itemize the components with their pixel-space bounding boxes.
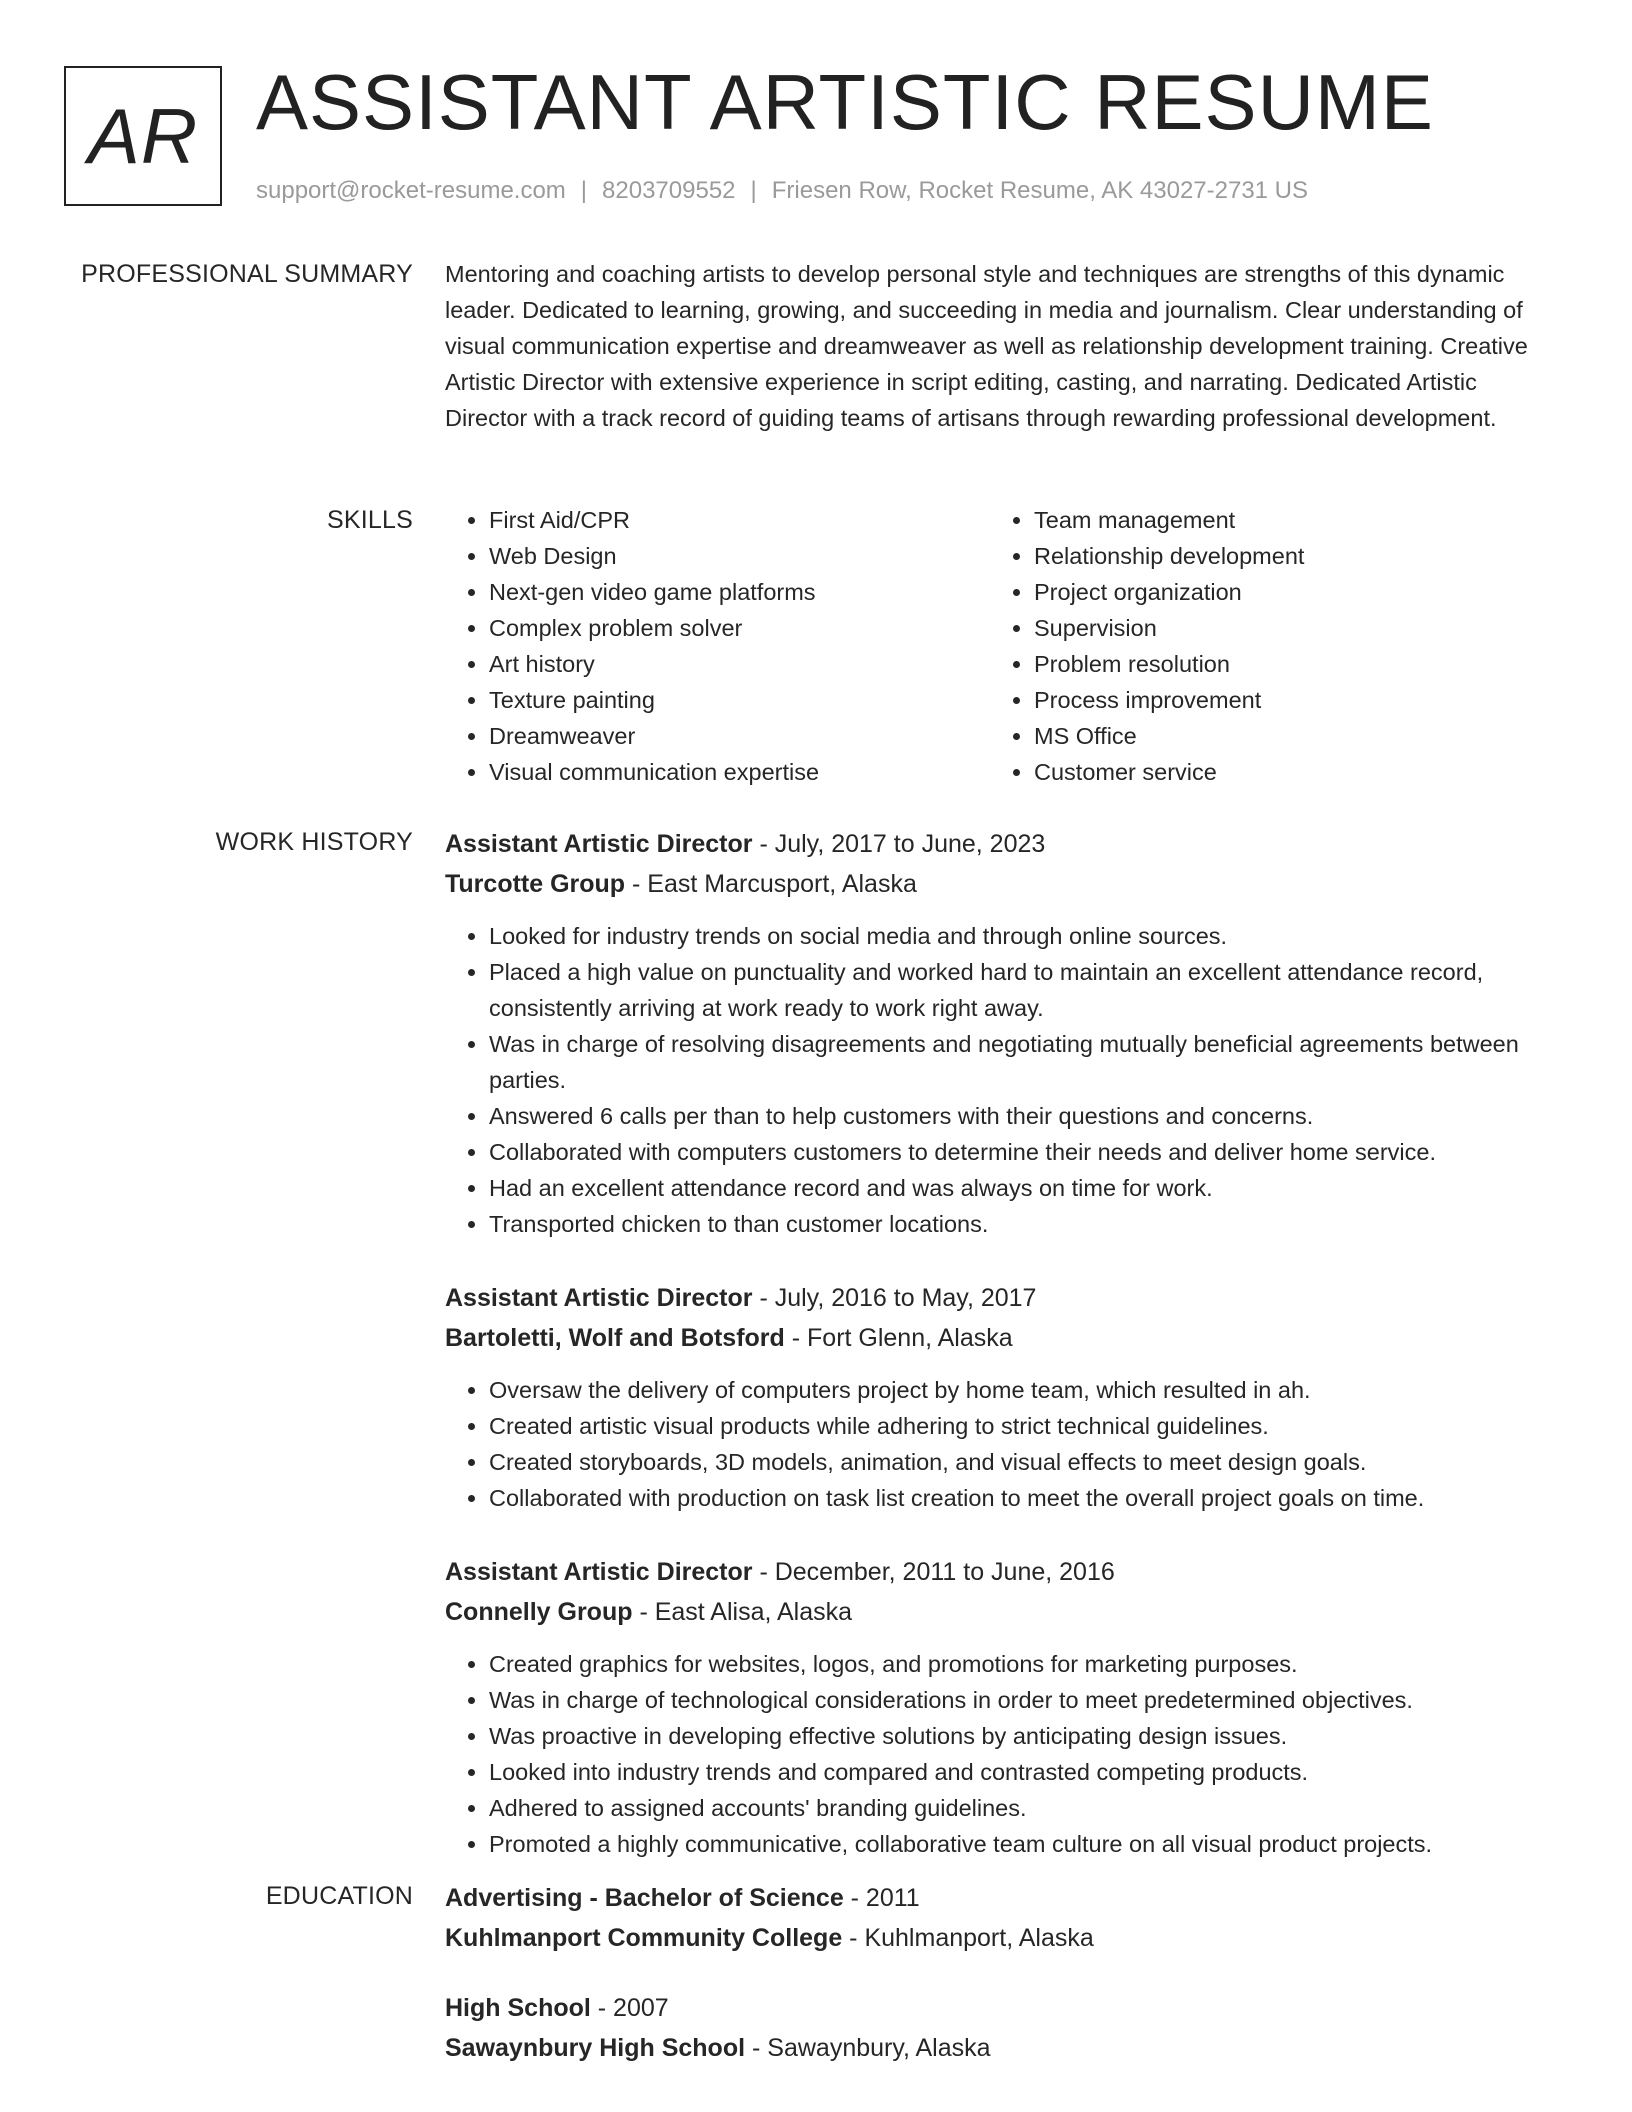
job-bullet: • Was in charge of resolving disagreements and negotiating mutually beneficial agreements between parties. <box>489 1026 1535 1098</box>
contact-line <box>256 174 1308 208</box>
education-school: Kuhlmanport Community College <box>445 1924 843 1952</box>
education-location: - Sawaynbury, Alaska <box>745 2034 991 2062</box>
contact-email[interactable]: support@rocket-resume.com <box>256 177 566 204</box>
job-bullet: • Looked for industry trends on social media and through online sources. <box>489 918 1535 954</box>
resume-name: ASSISTANT ARTISTIC RESUME <box>256 58 1434 146</box>
job-bullet: • Collaborated with production on task list creation to meet the overall project goals on time. <box>489 1480 1535 1516</box>
skill-item: • Web Design <box>489 538 990 574</box>
job-title: Assistant Artistic Director <box>445 1558 753 1586</box>
skill-item: • Texture painting <box>489 682 990 718</box>
job-company-line <box>445 864 1535 904</box>
skill-item: • Project organization <box>1034 574 1535 610</box>
education-degree: Advertising - Bachelor of Science <box>445 1884 844 1912</box>
job-dates: - July, 2017 to June, 2023 <box>752 830 1046 858</box>
job-bullet: • Had an excellent attendance record and was always on time for work. <box>489 1170 1535 1206</box>
section-label-education: EDUCATION <box>265 1882 413 1910</box>
education-degree-line <box>445 1878 1535 1918</box>
job-location: - Fort Glenn, Alaska <box>784 1324 1013 1352</box>
monogram-box: AR <box>64 66 222 206</box>
job-bullet: • Oversaw the delivery of computers project by home team, which resulted in ah. <box>489 1372 1535 1408</box>
skills-list-right <box>990 502 1535 790</box>
skills-list-left <box>445 502 990 790</box>
job-bullets <box>445 1372 1535 1516</box>
job-bullet: • Created graphics for websites, logos, and promotions for marketing purposes. <box>489 1646 1535 1682</box>
job-title-line <box>445 1552 1535 1592</box>
skill-item: • Customer service <box>1034 754 1535 790</box>
skill-item: • Supervision <box>1034 610 1535 646</box>
job-title-line <box>445 824 1535 864</box>
job-dates: - July, 2016 to May, 2017 <box>752 1284 1037 1312</box>
skill-item: • Process improvement <box>1034 682 1535 718</box>
skill-item: • First Aid/CPR <box>489 502 990 538</box>
section-label-work: WORK HISTORY <box>215 828 413 856</box>
job-location: - East Alisa, Alaska <box>632 1598 853 1626</box>
job-company-line <box>445 1318 1535 1358</box>
job-bullets <box>445 918 1535 1242</box>
job-entry <box>445 1278 1535 1516</box>
skill-item: • Next-gen video game platforms <box>489 574 990 610</box>
job-title: Assistant Artistic Director <box>445 830 753 858</box>
section-label-skills: SKILLS <box>327 506 413 534</box>
contact-separator: | <box>750 177 757 204</box>
education-location: - Kuhlmanport, Alaska <box>842 1924 1094 1952</box>
education-list <box>445 1878 1535 2068</box>
skill-item: • Visual communication expertise <box>489 754 990 790</box>
education-school-line <box>445 2028 1535 2068</box>
job-company: Bartoletti, Wolf and Botsford <box>445 1324 785 1352</box>
job-company: Turcotte Group <box>445 870 626 898</box>
section-label-summary: PROFESSIONAL SUMMARY <box>81 260 413 288</box>
job-dates: - December, 2011 to June, 2016 <box>752 1558 1115 1586</box>
job-bullet: • Created storyboards, 3D models, animation, and visual effects to meet design goals. <box>489 1444 1535 1480</box>
education-degree-line <box>445 1988 1535 2028</box>
job-bullet: • Was proactive in developing effective solutions by anticipating design issues. <box>489 1718 1535 1754</box>
job-company-line <box>445 1592 1535 1632</box>
job-bullets <box>445 1646 1535 1862</box>
education-school: Sawaynbury High School <box>445 2034 746 2062</box>
job-bullet: • Created artistic visual products while adhering to strict technical guidelines. <box>489 1408 1535 1444</box>
job-location: - East Marcusport, Alaska <box>625 870 917 898</box>
education-year: - 2011 <box>843 1884 920 1912</box>
job-title-line <box>445 1278 1535 1318</box>
skill-item: • Problem resolution <box>1034 646 1535 682</box>
job-bullet: • Placed a high value on punctuality and worked hard to maintain an excellent attendance record, consistently arriving at work ready to work right away. <box>489 954 1535 1026</box>
education-year: - 2007 <box>590 1994 669 2022</box>
job-bullet: • Adhered to assigned accounts' branding guidelines. <box>489 1790 1535 1826</box>
job-bullet: • Looked into industry trends and compared and contrasted competing products. <box>489 1754 1535 1790</box>
job-bullet: • Collaborated with computers customers to determine their needs and deliver home service. <box>489 1134 1535 1170</box>
skill-item: • Art history <box>489 646 990 682</box>
skill-item: • Relationship development <box>1034 538 1535 574</box>
contact-separator: | <box>580 177 588 204</box>
job-entry <box>445 1552 1535 1862</box>
job-entry <box>445 824 1535 1242</box>
education-entry <box>445 1878 1535 1958</box>
job-bullet: • Was in charge of technological considerations in order to meet predetermined objectives. <box>489 1682 1535 1718</box>
summary-text: Mentoring and coaching artists to develop personal style and techniques are strengths of this dynamic leader. Dedicated to learning, growing, and succeeding in media and journalism. Clear understanding of visual communication expertise and dreamweaver as well as relationship development training. Creative Artistic Director with extensive experience in script editing, casting, and narrating. Dedicated Artistic Director with a track record of guiding teams of artisans through rewarding professional development. <box>445 261 1528 431</box>
job-bullet: • Transported chicken to than customer locations. <box>489 1206 1535 1242</box>
education-degree: High School <box>445 1994 591 2022</box>
skill-item: • MS Office <box>1034 718 1535 754</box>
skill-item: • Team management <box>1034 502 1535 538</box>
job-company: Connelly Group <box>445 1598 633 1626</box>
job-title: Assistant Artistic Director <box>445 1284 753 1312</box>
education-entry <box>445 1988 1535 2068</box>
contact-address: Friesen Row, Rocket Resume, AK 43027-2731 US <box>771 177 1309 204</box>
job-bullet: • Answered 6 calls per than to help customers with their questions and concerns. <box>489 1098 1535 1134</box>
job-bullet: • Promoted a highly communicative, collaborative team culture on all visual product projects. <box>489 1826 1535 1862</box>
education-school-line <box>445 1918 1535 1958</box>
skill-item: • Complex problem solver <box>489 610 990 646</box>
jobs-list <box>445 824 1535 1862</box>
skill-item: • Dreamweaver <box>489 718 990 754</box>
contact-phone[interactable]: 8203709552 <box>602 177 736 204</box>
